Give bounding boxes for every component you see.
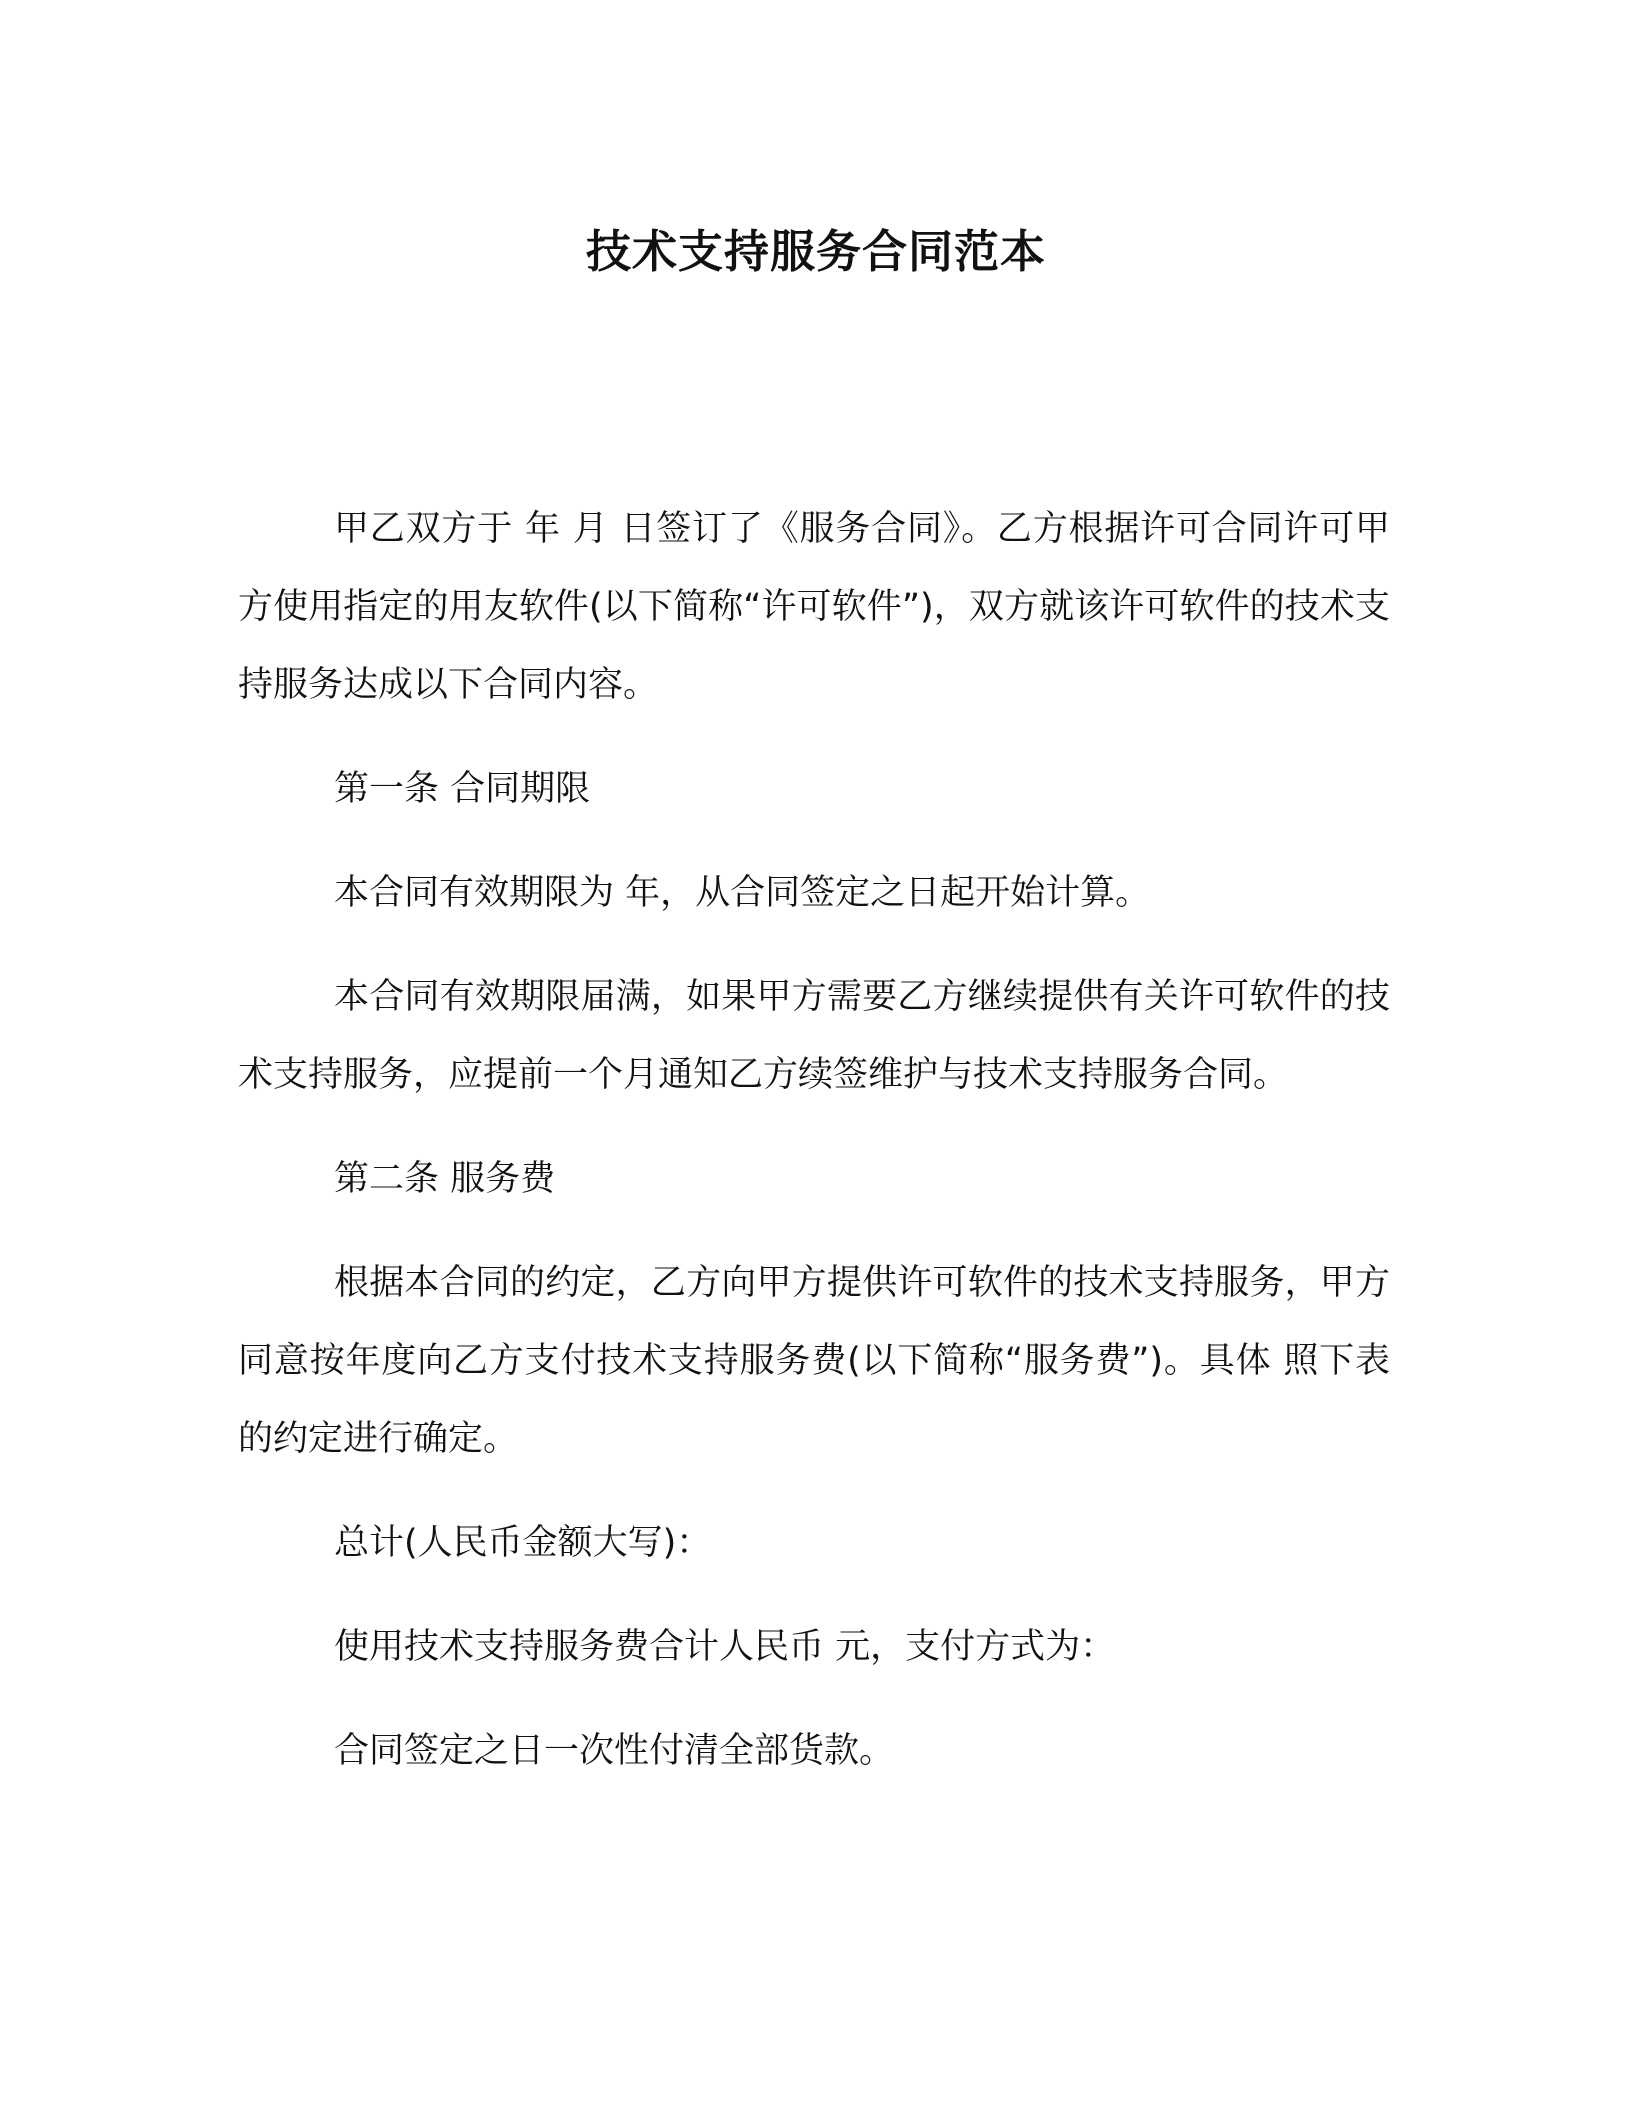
renewal-paragraph: 本合同有效期限届满，如果甲方需要乙方继续提供有关许可软件的技术支持服务，应提前一个月通知乙方续签维护与技术支持服务合同。 [238,977,1390,1095]
contract-term-paragraph: 本合同有效期限为 年，从合同签定之日起开始计算。 [334,873,1151,913]
document-body [238,490,1390,1816]
total-amount-line: 总计(人民币金额大写)： [334,1523,712,1563]
payment-terms-line: 合同签定之日一次性付清全部货款。 [334,1731,895,1771]
article-2-heading: 第二条 服务费 [334,1159,556,1199]
intro-paragraph: 甲乙双方于 年 月 日签订了《服务合同》。乙方根据许可合同许可甲方使用指定的用友软件(以下简称“许可软件”)，双方就该许可软件的技术支持服务达成以下合同内容。 [238,509,1390,705]
service-fee-paragraph: 根据本合同的约定，乙方向甲方提供许可软件的技术支持服务，甲方同意按年度向乙方支付技术支持服务费(以下简称“服务费”)。具体 照下表的约定进行确定。 [238,1263,1390,1459]
payment-method-line: 使用技术支持服务费合计人民币 元，支付方式为： [334,1627,1116,1667]
document-title: 技术支持服务合同范本 [585,225,1046,278]
article-1-heading: 第一条 合同期限 [334,769,591,809]
